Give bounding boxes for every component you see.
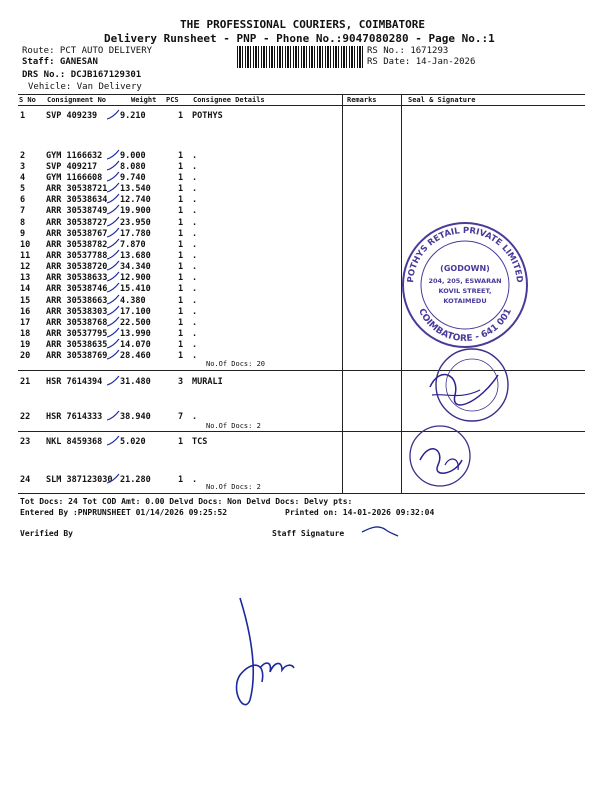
table-row xyxy=(20,273,580,284)
col-sno: S No xyxy=(19,96,36,104)
table-row xyxy=(20,151,580,162)
cell-pcs: 7 xyxy=(178,412,184,422)
stamp-city: COIMBATORE - 641 001 xyxy=(416,307,514,345)
stamp-paren: (GODOWN) xyxy=(440,264,490,273)
cell-cons: ARR 30538727 xyxy=(46,218,108,228)
cell-name: . xyxy=(192,296,198,306)
cell-pcs: 1 xyxy=(178,475,184,485)
cell-sno: 16 xyxy=(20,307,31,317)
cell-pcs: 1 xyxy=(178,307,184,317)
cell-cons: ARR 30538749 xyxy=(46,206,108,216)
cell-wt: 8.080 xyxy=(120,162,146,172)
cell-name: . xyxy=(192,218,198,228)
col-remarks: Remarks xyxy=(347,96,377,104)
route-label: Route: PCT AUTO DELIVERY xyxy=(22,46,153,56)
table-row xyxy=(20,329,580,340)
cell-sno: 7 xyxy=(20,206,26,216)
table-row xyxy=(20,412,580,423)
rs-date: RS Date: 14-Jan-2026 xyxy=(367,57,476,67)
cell-pcs: 1 xyxy=(178,184,184,194)
cell-wt: 14.070 xyxy=(120,340,151,350)
group-rule-1 xyxy=(18,370,585,371)
verifier-signature xyxy=(210,590,310,720)
table-row xyxy=(20,437,580,448)
table-row xyxy=(20,162,580,173)
entered-by: Entered By :PNPRUNSHEET 01/14/2026 09:25:52 xyxy=(20,508,228,517)
table-row xyxy=(20,173,580,184)
cell-pcs: 1 xyxy=(178,318,184,328)
cell-name: . xyxy=(192,206,198,216)
cell-name: . xyxy=(192,351,198,361)
cell-sno: 20 xyxy=(20,351,31,361)
cell-sno: 14 xyxy=(20,284,31,294)
table-row xyxy=(20,296,580,307)
cell-pcs: 1 xyxy=(178,340,184,350)
cell-cons: ARR 30538768 xyxy=(46,318,108,328)
table-row xyxy=(20,318,580,329)
cell-sno: 19 xyxy=(20,340,31,350)
cell-name: . xyxy=(192,475,198,485)
tick-mark xyxy=(106,109,120,121)
cell-cons: ARR 30537788 xyxy=(46,251,108,261)
cell-pcs: 1 xyxy=(178,162,184,172)
group-total-1: No.Of Docs: 20 xyxy=(206,360,266,368)
cell-cons: ARR 30538303 xyxy=(46,307,108,317)
cell-name: . xyxy=(192,251,198,261)
company-title: THE PROFESSIONAL COURIERS, COIMBATORE xyxy=(180,18,426,31)
cell-cons: ARR 30538746 xyxy=(46,284,108,294)
printed-on: Printed on: 14-01-2026 09:32:04 xyxy=(285,508,435,517)
table-row xyxy=(20,377,580,388)
cell-cons: ARR 30538769 xyxy=(46,351,108,361)
cell-wt: 9.000 xyxy=(120,151,146,161)
table-row xyxy=(20,229,580,240)
cell-wt: 13.990 xyxy=(120,329,151,339)
table-row xyxy=(20,351,580,362)
cell-wt: 7.870 xyxy=(120,240,146,250)
cell-sno: 15 xyxy=(20,296,31,306)
table-row xyxy=(20,284,580,295)
cell-sno: 10 xyxy=(20,240,31,250)
cell-name: . xyxy=(192,318,198,328)
cell-cons: SLM 387123030 xyxy=(46,475,113,485)
group-total-3: No.Of Docs: 2 xyxy=(206,483,261,491)
cell-wt: 22.500 xyxy=(120,318,151,328)
cell-cons: HSR 7614333 xyxy=(46,412,103,422)
cell-sno: 17 xyxy=(20,318,31,328)
cell-pcs: 1 xyxy=(178,206,184,216)
cell-wt: 9.740 xyxy=(120,173,146,183)
stamp-addr2: KOVIL STREET, xyxy=(438,287,492,295)
cell-wt: 17.100 xyxy=(120,307,151,317)
cell-name: TCS xyxy=(192,437,208,447)
cell-pcs: 1 xyxy=(178,218,184,228)
table-row xyxy=(20,206,580,217)
cell-cons: ARR 30538634 xyxy=(46,195,108,205)
cell-sno: 6 xyxy=(20,195,26,205)
cell-wt: 21.280 xyxy=(120,475,151,485)
cell-name: . xyxy=(192,307,198,317)
cell-sno: 21 xyxy=(20,377,31,387)
cell-sno: 22 xyxy=(20,412,31,422)
cell-name: . xyxy=(192,195,198,205)
cell-sno: 8 xyxy=(20,218,26,228)
cell-wt: 5.020 xyxy=(120,437,146,447)
cell-name: . xyxy=(192,329,198,339)
cell-pcs: 1 xyxy=(178,111,184,121)
cell-sno: 4 xyxy=(20,173,26,183)
cell-pcs: 1 xyxy=(178,173,184,183)
cell-name: POTHYS xyxy=(192,111,223,121)
cell-cons: ARR 30538720 xyxy=(46,262,108,272)
table-row xyxy=(20,262,580,273)
staff-scribble xyxy=(360,520,400,540)
cell-wt: 15.410 xyxy=(120,284,151,294)
cell-cons: HSR 7614394 xyxy=(46,377,103,387)
cell-cons: ARR 30538633 xyxy=(46,273,108,283)
cell-wt: 19.900 xyxy=(120,206,151,216)
cell-sno: 11 xyxy=(20,251,31,261)
cell-cons: ARR 30538721 xyxy=(46,184,108,194)
cell-name: . xyxy=(192,284,198,294)
header-rule xyxy=(18,105,585,106)
totals-line: Tot Docs: 24 Tot COD Amt: 0.00 Delvd Docs: Non Delvd Docs: Delvy pts: xyxy=(20,497,353,506)
table-row xyxy=(20,340,580,351)
table-row xyxy=(20,251,580,262)
cell-wt: 38.940 xyxy=(120,412,151,422)
cell-pcs: 1 xyxy=(178,195,184,205)
cell-name: . xyxy=(192,240,198,250)
cell-wt: 17.780 xyxy=(120,229,151,239)
cell-sno: 13 xyxy=(20,273,31,283)
cell-pcs: 1 xyxy=(178,437,184,447)
cell-pcs: 1 xyxy=(178,151,184,161)
tick-mark xyxy=(106,435,120,447)
col-consignment: Consignment No xyxy=(47,96,107,104)
cell-name: . xyxy=(192,184,198,194)
cell-sno: 12 xyxy=(20,262,31,272)
stamp-name: POTHYS RETAIL PRIVATE LIMITED xyxy=(405,225,525,284)
col-weight: Weight xyxy=(131,96,157,104)
table-row xyxy=(20,111,580,122)
drs-number: DRS No.: DCJB167129301 xyxy=(22,70,142,80)
cell-pcs: 1 xyxy=(178,329,184,339)
cell-cons: ARR 30538782 xyxy=(46,240,108,250)
cell-name: . xyxy=(192,173,198,183)
stamp-addr1: 204, 205, ESWARAN xyxy=(428,277,502,285)
cell-cons: ARR 30538663 xyxy=(46,296,108,306)
cell-wt: 28.460 xyxy=(120,351,151,361)
vehicle-label: Vehicle: Van Delivery xyxy=(28,82,142,92)
cell-pcs: 1 xyxy=(178,229,184,239)
cell-pcs: 1 xyxy=(178,251,184,261)
cell-cons: NKL 8459368 xyxy=(46,437,103,447)
cell-cons: SVP 409217 xyxy=(46,162,98,172)
cell-sno: 18 xyxy=(20,329,31,339)
tick-mark xyxy=(106,282,120,294)
cell-sno: 2 xyxy=(20,151,26,161)
group-rule-2 xyxy=(18,431,585,432)
cell-wt: 13.680 xyxy=(120,251,151,261)
table-top-rule xyxy=(18,94,585,95)
cell-sno: 3 xyxy=(20,162,26,172)
cell-name: . xyxy=(192,273,198,283)
cell-wt: 12.740 xyxy=(120,195,151,205)
group-total-2: No.Of Docs: 2 xyxy=(206,422,261,430)
cell-wt: 4.380 xyxy=(120,296,146,306)
cell-cons: ARR 30538635 xyxy=(46,340,108,350)
cell-name: . xyxy=(192,412,198,422)
tick-mark xyxy=(106,349,120,361)
table-row xyxy=(20,218,580,229)
table-row xyxy=(20,307,580,318)
table-row xyxy=(20,240,580,251)
cell-pcs: 1 xyxy=(178,273,184,283)
group-rule-3 xyxy=(18,493,585,494)
table-row xyxy=(20,195,580,206)
cell-wt: 34.340 xyxy=(120,262,151,272)
col-seal: Seal & Signature xyxy=(408,96,476,104)
cell-name: MURALI xyxy=(192,377,223,387)
cell-wt: 31.480 xyxy=(120,377,151,387)
cell-sno: 24 xyxy=(20,475,31,485)
tick-mark xyxy=(106,473,120,485)
col-consignee: Consignee Details xyxy=(193,96,265,104)
tick-mark xyxy=(106,375,120,387)
cell-pcs: 1 xyxy=(178,296,184,306)
cell-pcs: 1 xyxy=(178,284,184,294)
cell-wt: 9.210 xyxy=(120,111,146,121)
cell-pcs: 1 xyxy=(178,240,184,250)
cell-name: . xyxy=(192,340,198,350)
tick-mark xyxy=(106,204,120,216)
verified-by: Verified By xyxy=(20,529,73,538)
cell-pcs: 3 xyxy=(178,377,184,387)
cell-name: . xyxy=(192,162,198,172)
tick-mark xyxy=(106,410,120,422)
cell-wt: 23.950 xyxy=(120,218,151,228)
col-pcs: PCS xyxy=(166,96,179,104)
runsheet-subtitle: Delivery Runsheet - PNP - Phone No.:9047080280 - Page No.:1 xyxy=(104,32,495,45)
cell-pcs: 1 xyxy=(178,351,184,361)
stamp-addr3: KOTAIMEDU xyxy=(443,297,487,305)
cell-name: . xyxy=(192,151,198,161)
staff-signature-label: Staff Signature xyxy=(272,529,345,538)
cell-name: . xyxy=(192,262,198,272)
table-row xyxy=(20,475,580,486)
cell-name: . xyxy=(192,229,198,239)
staff-label: Staff: GANESAN xyxy=(22,57,98,67)
table-row xyxy=(20,184,580,195)
barcode xyxy=(237,46,363,68)
cell-sno: 9 xyxy=(20,229,26,239)
rs-number: RS No.: 1671293 xyxy=(367,46,449,56)
cell-wt: 12.900 xyxy=(120,273,151,283)
cell-sno: 23 xyxy=(20,437,31,447)
cell-cons: ARR 30538767 xyxy=(46,229,108,239)
cell-sno: 5 xyxy=(20,184,26,194)
cell-cons: GYM 1166632 xyxy=(46,151,103,161)
cell-cons: SVP 409239 xyxy=(46,111,98,121)
cell-wt: 13.540 xyxy=(120,184,151,194)
cell-sno: 1 xyxy=(20,111,26,121)
cell-cons: GYM 1166608 xyxy=(46,173,103,183)
cell-pcs: 1 xyxy=(178,262,184,272)
cell-cons: ARR 30537795 xyxy=(46,329,108,339)
